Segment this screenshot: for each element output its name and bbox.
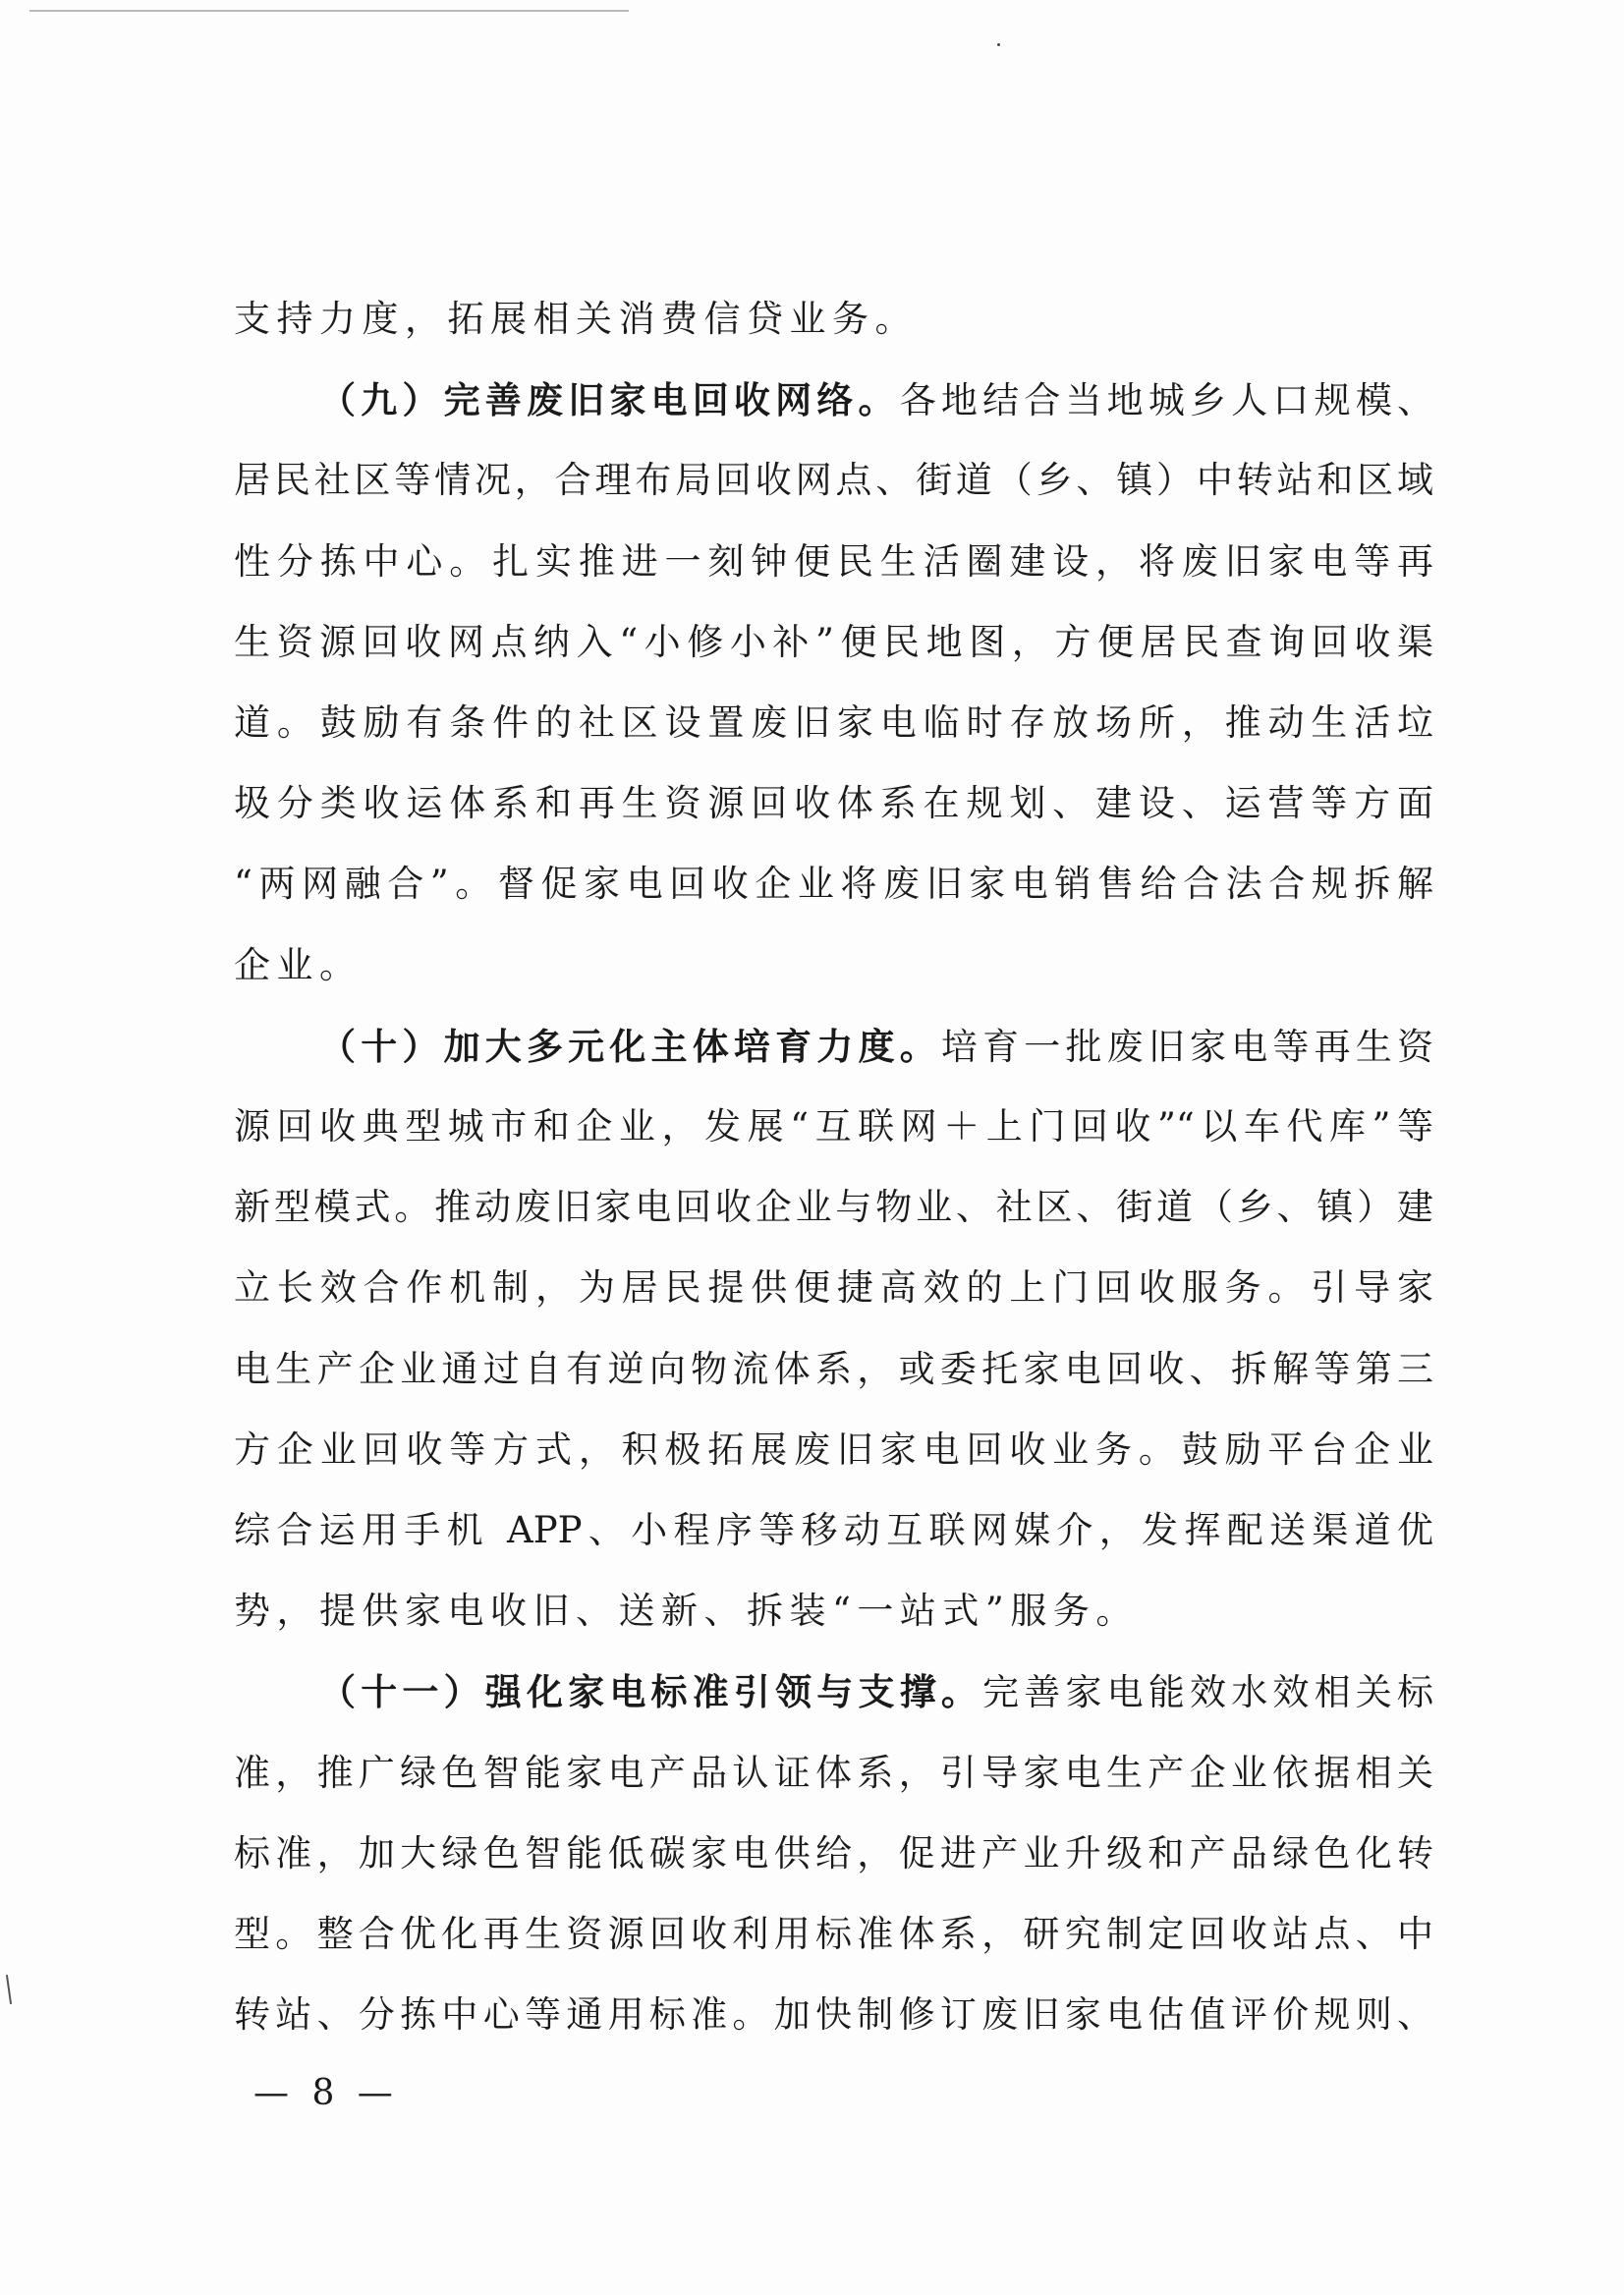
line-text: 生资源回收网点纳入“小修小补”便民地图，方便居民查询回收渠 [234,620,1433,663]
section-heading-line [319,1023,1433,1071]
text-line [234,1830,1433,1877]
text-line [234,538,1433,586]
page-number: — 8 — [253,2073,399,2113]
section-heading: （十）加大多元化主体培育力度。 [319,1024,941,1068]
line-text: 性分拣中心。扎实推进一刻钟便民生活圈建设，将废旧家电等再 [234,539,1433,583]
text-line [234,296,1433,343]
section-heading-line [319,1668,1433,1716]
text-line [234,780,1433,827]
line-text: “两网融合”。督促家电回收企业将废旧家电销售给合法合规拆解 [234,863,1433,906]
text-line [234,1588,1433,1635]
line-text: 标准，加大绿色智能低碳家电供给，促进产业升级和产品绿色化转 [234,1831,1433,1875]
text-line [234,942,1433,989]
text-line [234,1103,1433,1150]
line-text: 各地结合当地城乡人口规模、 [899,379,1434,422]
line-text: 完善家电能效水效相关标 [982,1671,1434,1714]
scan-border-edge [29,10,629,12]
line-text: 企业。 [234,943,363,986]
line-text: 方企业回收等方式，积极拓展废旧家电回收业务。鼓励平台企业 [234,1427,1433,1471]
line-text: 支持力度，拓展相关消费信贷业务。 [234,298,918,340]
line-text: 立长效合作机制，为居民提供便捷高效的上门回收服务。引导家 [234,1266,1433,1310]
line-text: 培育一批废旧家电等再生资 [940,1025,1434,1068]
text-line [234,861,1433,908]
text-line [234,1427,1433,1474]
text-line [234,1750,1433,1797]
scan-mark [6,1975,12,2004]
section-heading: （九）完善废旧家电回收网络。 [319,378,900,422]
section-heading-line [319,376,1433,424]
line-text: 准，推广绿色智能家电产品认证体系，引导家电生产企业依据相关 [234,1751,1433,1794]
text-line [234,1264,1433,1312]
text-line [234,1346,1433,1393]
line-text: 转站、分拣中心等通用标准。加快制修订废旧家电估值评价规则、 [234,1993,1433,2037]
text-line [234,1507,1433,1554]
text-line [234,1991,1433,2039]
text-line [234,457,1433,504]
line-text: 新型模式。推动废旧家电回收企业与物业、社区、街道（乡、镇）建 [234,1186,1433,1229]
text-line [234,619,1433,666]
text-line [234,1184,1433,1231]
line-text: 源回收典型城市和企业，发展“互联网＋上门回收”“以车代库”等 [234,1105,1433,1148]
line-text: 居民社区等情况，合理布局回收网点、街道（乡、镇）中转站和区域 [234,459,1433,502]
section-heading: （十一）强化家电标准引领与支撑。 [319,1670,983,1714]
line-text: 电生产企业通过自有逆向物流体系，或委托家电回收、拆解等第三 [234,1347,1433,1390]
line-text: 型。整合优化再生资源回收利用标准体系，研究制定回收站点、中 [234,1913,1433,1955]
line-text: 势，提供家电收旧、送新、拆装“一站式”服务。 [234,1590,1139,1633]
text-line [234,700,1433,747]
text-line [234,1911,1433,1958]
line-text: 道。鼓励有条件的社区设置废旧家电临时存放场所，推动生活垃 [234,701,1433,744]
scan-speck [997,43,1000,46]
line-text: 圾分类收运体系和再生资源回收体系在规划、建设、运营等方面 [234,782,1433,825]
line-text: 综合运用手机 APP、小程序等移动互联网媒介，发挥配送渠道优 [234,1509,1433,1551]
